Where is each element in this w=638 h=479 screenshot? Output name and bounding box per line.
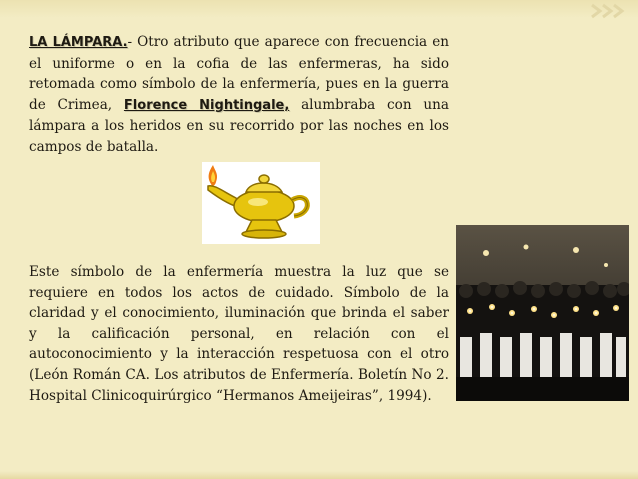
- lamp-paragraph-text-1: - Otro atributo que aparece con frecuencia en el uniforme o en la cofia de las enfermeras, ha sido retomada como símbolo de la enfermería, pues en la guerra de Crimea,: [29, 34, 449, 113]
- florence-nightingale-name: Florence Nightingale,: [123, 97, 290, 113]
- candle-ceremony-image: [456, 225, 629, 401]
- lamp-paragraph: [29, 32, 449, 158]
- bottom-decorative-band: [0, 471, 638, 479]
- lamp-heading: LA LÁMPARA.: [29, 35, 128, 50]
- lamp-paragraph-text-2: alumbraba con una lámpara a los heridos en su recorrido por las noches en los campos de batalla.: [29, 96, 450, 155]
- oil-lamp-image: [202, 162, 320, 244]
- corner-chevron-icon: [588, 2, 634, 20]
- candle-ceremony-photo: [456, 225, 629, 401]
- oil-lamp-icon: [202, 162, 320, 244]
- top-decorative-band: [0, 0, 638, 18]
- symbol-paragraph: Este símbolo de la enfermería muestra la luz que se requiere en todos los actos de cuidado. Símbolo de la claridad y el conocimiento, iluminación que brinda el saber y la calificación personal, en relación con el autoconocimiento y la interacción respetuosa con el otro (León Román CA. Los atributos de Enfermería. Boletín No 2. Hospital Clinicoquirúrgico “Hermanos Ameijeiras”, 1994).: [29, 264, 449, 404]
